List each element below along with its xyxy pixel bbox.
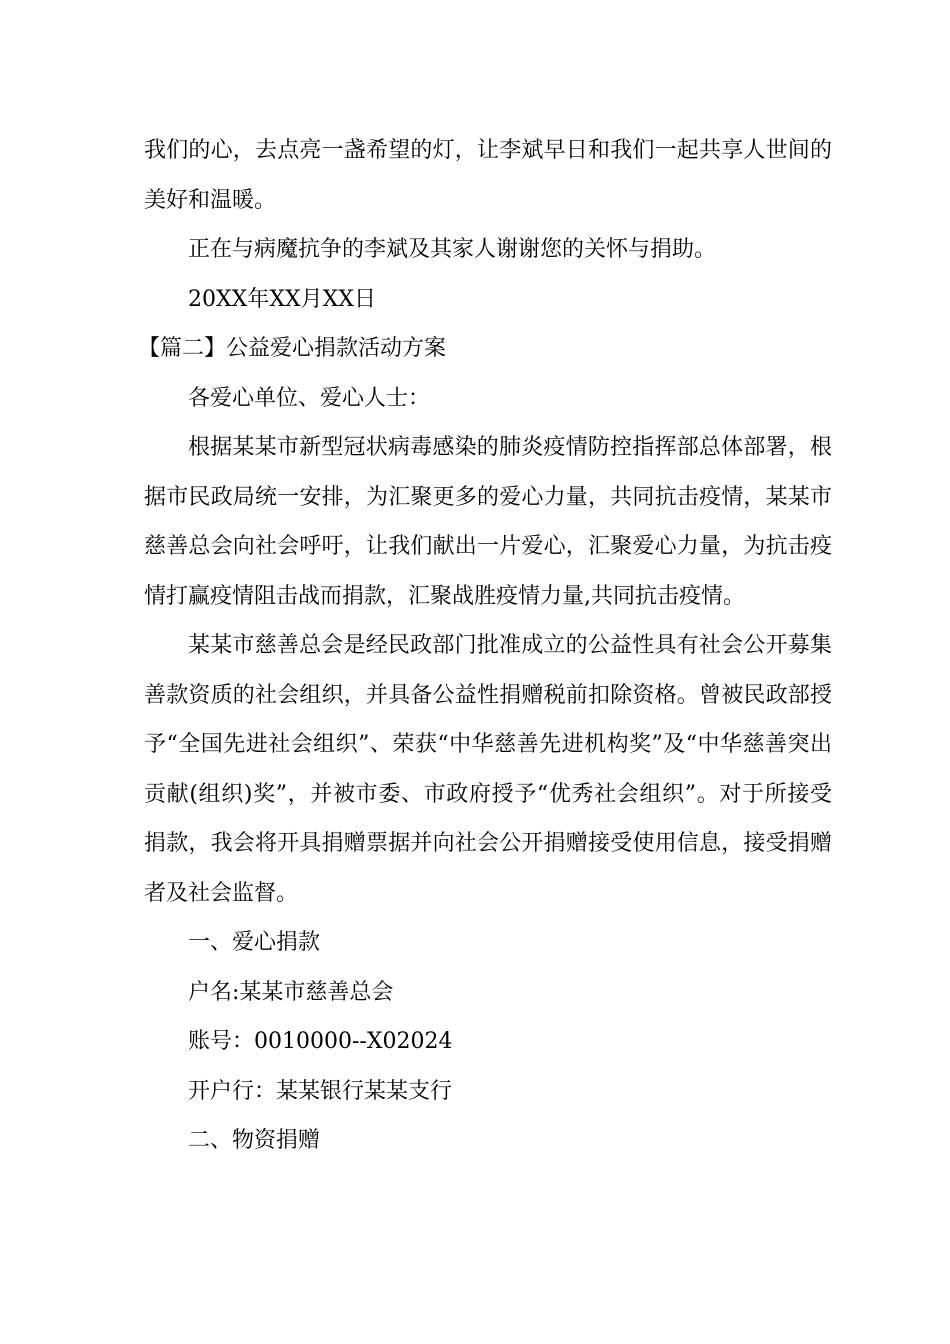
paragraph-body-2: 某某市慈善总会是经民政部门批准成立的公益性具有社会公开募集善款资质的社会组织，并具备公益性捐赠税前扣除资格。曾被民政部授予“全国先进社会组织”、荣获“中华慈善先进机构奖”及“中华慈善突出贡献(组织)奖”，并被市委、市政府授予“优秀社会组织”。对于所接受捐款，我会将开具捐赠票据并向社会公开捐赠接受使用信息，接受捐赠者及社会监督。	[144, 633, 832, 906]
paragraph-date: 20XX年XX月XX日	[188, 286, 376, 312]
paragraph-continued: 我们的心，去点亮一盏希望的灯，让李斌早日和我们一起共享人世间的美好和温暖。	[144, 138, 832, 213]
list-item-account-number: 账号：0010000--X02024	[188, 1029, 453, 1054]
list-item-account-name: 户名:某某市慈善总会	[188, 979, 394, 1005]
document-body	[138, 126, 832, 1166]
list-item-donation: 一、爱心捐款	[188, 930, 321, 955]
section-heading: 【篇二】公益爱心捐款活动方案	[138, 336, 447, 361]
list-item-material-donation: 二、物资捐赠	[188, 1128, 321, 1153]
paragraph-salutation: 各爱心单位、爱心人士：	[188, 385, 431, 411]
list-item-bank: 开户行：某某银行某某支行	[188, 1078, 453, 1104]
paragraph-body-1: 根据某某市新型冠状病毒感染的肺炎疫情防控指挥部总体部署，根据市民政局统一安排，为汇聚更多的爱心力量，共同抗击疫情，某某市慈善总会向社会呼吁，让我们献出一片爱心，汇聚爱心力量，为抗击疫情打赢疫情阻击战而捐款，汇聚战胜疫情力量,共同抗击疫情。	[144, 435, 832, 609]
paragraph-thanks: 正在与病魔抗争的李斌及其家人谢谢您的关怀与捐助。	[188, 237, 717, 262]
